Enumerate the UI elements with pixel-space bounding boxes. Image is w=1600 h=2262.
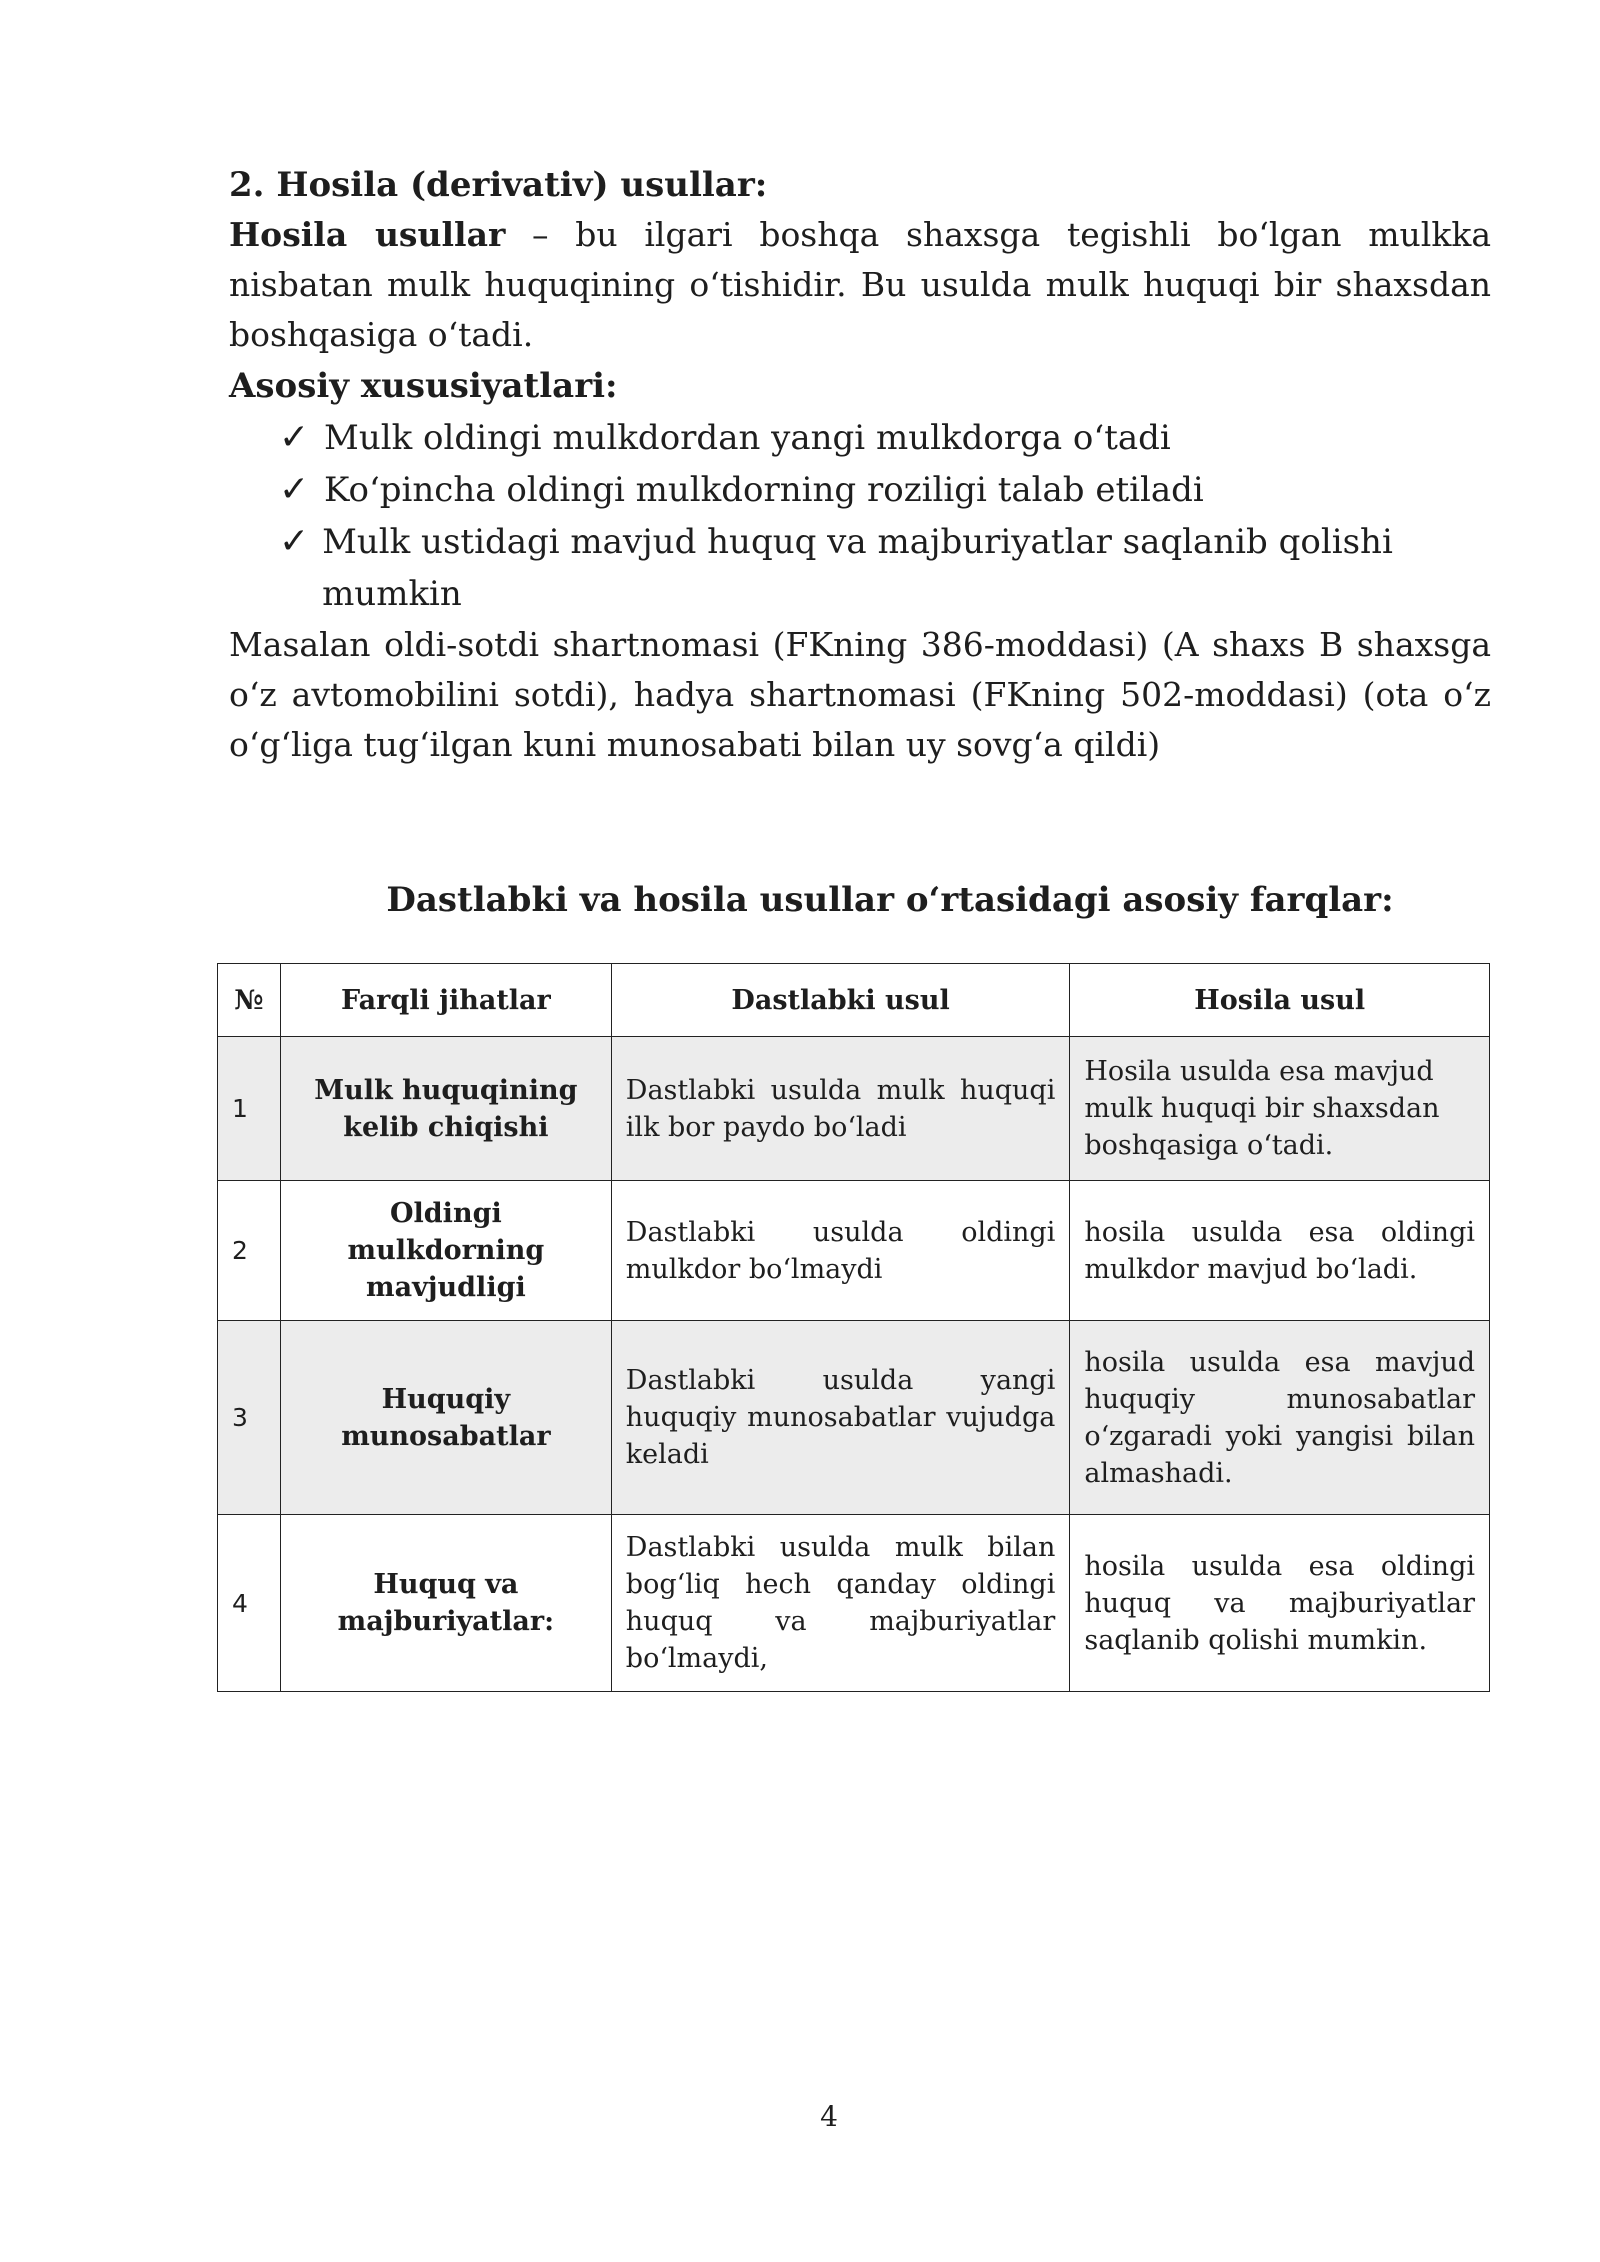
row-primary: Dastlabki usulda mulk bilan bog‘liq hech qanday oldingi huquq va majburiyatlar bo‘lmaydi, xyxy=(611,1515,1070,1692)
feature-item xyxy=(279,412,1491,464)
table-row xyxy=(218,1515,1490,1692)
row-number: 2 xyxy=(218,1181,281,1321)
feature-item xyxy=(279,464,1491,516)
row-derivative: Hosila usulda esa mavjud mulk huquqi bir shaxsdan boshqasiga o‘tadi. xyxy=(1070,1037,1490,1181)
row-aspect: Oldingi mulkdorning mavjudligi xyxy=(280,1181,611,1321)
example-paragraph: Masalan oldi-sotdi shartnomasi (FKning 386-moddasi) (A shaxs B shaxsga o‘z avtomobilini sotdi), hadya shartnomasi (FKning 502-moddasi) (ota o‘z o‘g‘liga tug‘ilgan kuni munosabati bilan uy sovg‘a qildi) xyxy=(229,625,1491,764)
header-aspect: Farqli jihatlar xyxy=(280,964,611,1037)
row-primary: Dastlabki usulda oldingi mulkdor bo‘lmaydi xyxy=(611,1181,1070,1321)
table-row xyxy=(218,1321,1490,1515)
table-row xyxy=(218,1181,1490,1321)
row-derivative: hosila usulda esa oldingi mulkdor mavjud bo‘ladi. xyxy=(1070,1181,1490,1321)
row-derivative: hosila usulda esa oldingi huquq va majburiyatlar saqlanib qolishi mumkin. xyxy=(1070,1515,1490,1692)
header-number: № xyxy=(218,964,281,1037)
definition-paragraph xyxy=(229,210,1491,360)
row-number: 4 xyxy=(218,1515,281,1692)
table-header-row xyxy=(218,964,1490,1037)
header-derivative: Hosila usul xyxy=(1070,964,1490,1037)
definition-text: – bu ilgari boshqa shaxsga tegishli bo‘lgan mulkka nisbatan mulk huquqining o‘tishidir. Bu usulda mulk huquqi bir shaxsdan boshqasiga o‘tadi. xyxy=(229,215,1491,354)
differences-table xyxy=(217,963,1490,1692)
header-primary: Dastlabki usul xyxy=(611,964,1070,1037)
feature-text: Mulk ustidagi mavjud huquq va majburiyatlar saqlanib qolishi mumkin xyxy=(322,522,1393,614)
feature-text: Ko‘pincha oldingi mulkdorning roziligi talab etiladi xyxy=(324,470,1204,510)
feature-item xyxy=(279,516,1491,620)
row-aspect: Huquqiy munosabatlar xyxy=(280,1321,611,1515)
definition-term: Hosila usullar xyxy=(229,215,506,254)
features-list xyxy=(229,412,1491,620)
section-heading: 2. Hosila (derivativ) usullar: xyxy=(229,165,768,205)
page-content xyxy=(229,160,1491,1692)
row-aspect: Huquq va majburiyatlar: xyxy=(280,1515,611,1692)
table-title: Dastlabki va hosila usullar o‘rtasidagi asosiy farqlar: xyxy=(386,880,1394,920)
row-derivative: hosila usulda esa mavjud huquqiy munosabatlar o‘zgaradi yoki yangisi bilan almashadi. xyxy=(1070,1321,1490,1515)
row-number: 3 xyxy=(218,1321,281,1515)
table-row xyxy=(218,1037,1490,1181)
row-primary: Dastlabki usulda yangi huquqiy munosabatlar vujudga keladi xyxy=(611,1321,1070,1515)
row-aspect: Mulk huquqining kelib chiqishi xyxy=(280,1037,611,1181)
feature-text: Mulk oldingi mulkdordan yangi mulkdorga o‘tadi xyxy=(324,418,1171,458)
checkmark-icon: ✓ xyxy=(279,521,310,562)
row-number: 1 xyxy=(218,1037,281,1181)
checkmark-icon: ✓ xyxy=(279,469,310,510)
row-primary: Dastlabki usulda mulk huquqi ilk bor paydo bo‘ladi xyxy=(611,1037,1070,1181)
features-heading: Asosiy xususiyatlari: xyxy=(229,366,618,406)
checkmark-icon: ✓ xyxy=(279,417,310,458)
page-number: 4 xyxy=(820,2100,838,2133)
